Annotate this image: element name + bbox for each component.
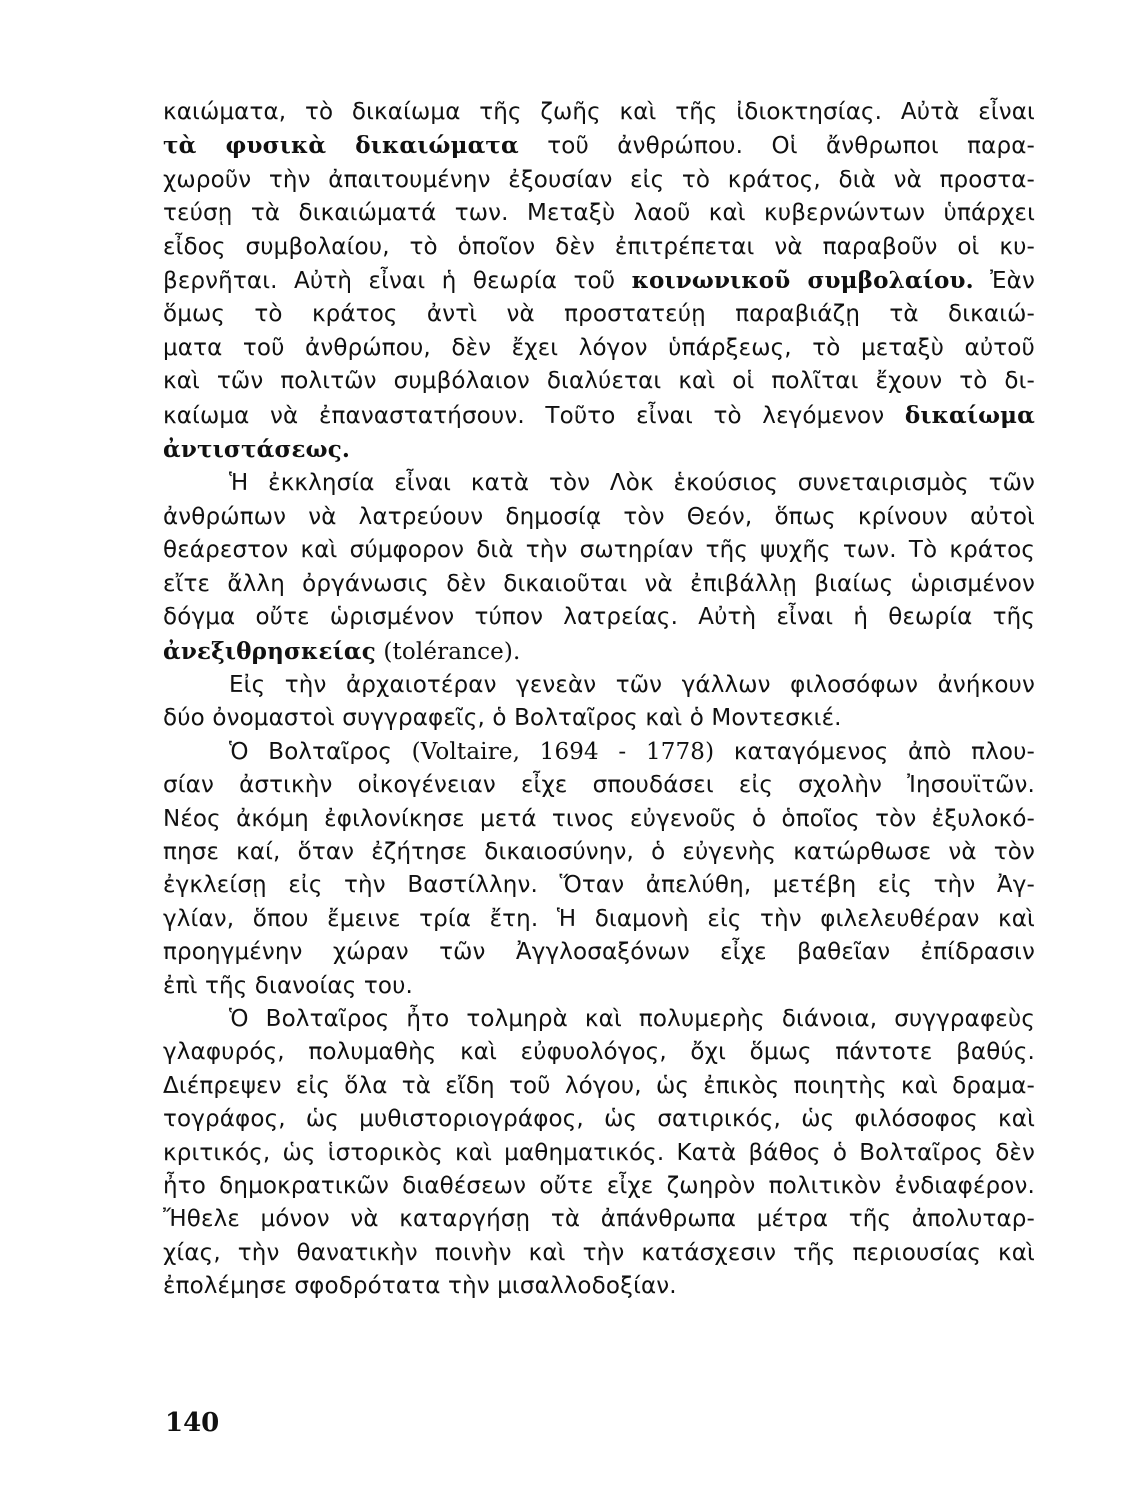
text-run: ματα τοῦ ἀνθρώπου, δὲν ἔχει λόγον ὑπάρξεως, τὸ μεταξὺ αὐτοῦ <box>163 334 1035 361</box>
text-run: θεάρεστον καὶ σύμφορον διὰ τὴν σωτηρίαν τῆς ψυχῆς των. Τὸ κράτος <box>163 537 1035 564</box>
text-line <box>163 1103 1035 1136</box>
text-run: χίας, τὴν θανατικὴν ποινὴν καὶ τὴν κατάσχεσιν τῆς περιουσίας καὶ <box>163 1239 1035 1266</box>
text-line <box>163 736 1035 769</box>
text-line <box>163 96 1035 129</box>
text-line <box>163 869 1035 902</box>
text-line <box>163 702 1035 735</box>
text-run: καταγόμενος ἀπὸ πλου- <box>714 738 1035 765</box>
text-run: πησε καί, ὅταν ἐζήτησε δικαιοσύνην, ὁ εὐγενὴς κατώρθωσε νὰ τὸν <box>163 838 1035 865</box>
text-line <box>163 129 1035 163</box>
text-line <box>163 534 1035 567</box>
text-run: προηγμένην χώραν τῶν Ἀγγλοσαξόνων εἶχε βαθεῖαν ἐπίδρασιν <box>163 939 1035 966</box>
text-line <box>163 164 1035 197</box>
text-run: Νέος ἀκόμη ἐφιλονίκησε μετά τινος εὐγενοῦς ὁ ὁποῖος τὸν ἐξυλοκό- <box>163 805 1035 832</box>
bold-term: ἀντιστάσεως. <box>163 436 351 464</box>
text-line <box>163 298 1035 331</box>
bold-term: κοινωνικοῦ συμβολαίου. <box>631 267 974 295</box>
bold-term: δικαίωμα <box>904 401 1035 429</box>
text-line <box>163 970 1035 1003</box>
text-run: ἐπολέμησε σφοδρότατα τὴν μισαλλοδοξίαν. <box>163 1273 677 1300</box>
text-line <box>163 903 1035 936</box>
text-line <box>163 332 1035 365</box>
text-run: δύο ὀνομαστοὶ συγγραφεῖς, ὁ Βολταῖρος καὶ ὁ Μοντεσκιέ. <box>163 705 842 732</box>
text-line <box>163 197 1035 230</box>
text-run: τοῦ ἀνθρώπου. Οἱ ἄνθρωποι παρα- <box>518 133 1035 160</box>
text-run: τογράφος, ὡς μυθιστοριογράφος, ὡς σατιρικός, ὡς φιλόσοφος καὶ <box>163 1106 1035 1133</box>
text-run: βερνῆται. Αὐτὴ εἶναι ἡ θεωρία τοῦ <box>163 268 632 295</box>
text-line <box>163 568 1035 601</box>
text-run: ἦτο δημοκρατικῶν διαθέσεων οὔτε εἶχε ζωηρὸν πολιτικὸν ἐνδιαφέρον. <box>163 1173 1035 1199</box>
text-run: Ὁ Βολταῖρος <box>229 738 412 765</box>
text-line <box>163 399 1035 433</box>
text-run: καιώματα, τὸ δικαίωμα τῆς ζωῆς καὶ τῆς ἰδιοκτησίας. Αὐτὰ εἶναι <box>163 99 1035 125</box>
text-run: γλαφυρός, πολυμαθὴς καὶ εὐφυολόγος, ὄχι ὅμως πάντοτε βαθύς. <box>163 1039 1035 1066</box>
text-run: εἶδος συμβολαίου, τὸ ὁποῖον δὲν ἐπιτρέπεται νὰ παραβοῦν οἱ κυ- <box>163 233 1035 260</box>
text-line <box>163 467 1035 500</box>
text-line <box>163 264 1035 298</box>
text-line <box>163 836 1035 869</box>
text-run: χωροῦν τὴν ἀπαιτουμένην ἐξουσίαν εἰς τὸ κράτος, διὰ νὰ προστα- <box>163 166 1035 193</box>
text-run: (Voltaire, 1694 - 1778) <box>411 738 715 765</box>
text-line <box>163 1137 1035 1170</box>
text-line <box>163 501 1035 534</box>
text-line <box>163 1170 1035 1203</box>
bold-term: τὰ φυσικὰ δικαιώματα <box>163 132 519 160</box>
text-run: καὶ τῶν πολιτῶν συμβόλαιον διαλύεται καὶ οἱ πολῖται ἔχουν τὸ δι- <box>163 368 1035 395</box>
text-run: δόγμα οὔτε ὡρισμένον τύπον λατρείας. Αὐτὴ εἶναι ἡ θεωρία τῆς <box>163 604 1035 631</box>
text-line <box>163 1070 1035 1103</box>
text-line <box>163 803 1035 836</box>
text-run: Ἡ ἐκκλησία εἶναι κατὰ τὸν Λὸκ ἑκούσιος συνεταιρισμὸς τῶν <box>229 470 1035 497</box>
text-line <box>163 1003 1035 1036</box>
text-run: (tolérance). <box>375 638 521 665</box>
text-line <box>163 635 1035 669</box>
text-run: καίωμα νὰ ἐπαναστατήσουν. Τοῦτο εἶναι τὸ λεγόμενον <box>163 402 905 429</box>
page-number: 140 <box>165 1408 220 1438</box>
text-run: τεύσῃ τὰ δικαιώματά των. Μεταξὺ λαοῦ καὶ κυβερνώντων ὑπάρχει <box>163 200 1035 227</box>
text-run: ὅμως τὸ κράτος ἀντὶ νὰ προστατεύῃ παραβιάζῃ τὰ δικαιώ- <box>163 301 1035 328</box>
text-line <box>163 365 1035 398</box>
text-run: γλίαν, ὅπου ἔμεινε τρία ἔτη. Ἡ διαμονὴ εἰς τὴν φιλελευθέραν καὶ <box>163 905 1035 932</box>
text-line <box>163 601 1035 634</box>
text-line <box>163 1036 1035 1069</box>
text-run: Εἰς τὴν ἀρχαιοτέραν γενεὰν τῶν γάλλων φιλοσόφων ἀνήκουν <box>229 671 1035 698</box>
text-line <box>163 669 1035 702</box>
text-line <box>163 1203 1035 1236</box>
text-run: Ὁ Βολταῖρος ἦτο τολμηρὰ καὶ πολυμερὴς διάνοια, συγγραφεὺς <box>229 1005 1035 1032</box>
text-run: ἐπὶ τῆς διανοίας του. <box>163 972 413 999</box>
text-run: εἴτε ἄλλη ὀργάνωσις δὲν δικαιοῦται νὰ ἐπιβάλλῃ βιαίως ὡρισμένον <box>163 570 1035 597</box>
body-text <box>163 96 1035 1304</box>
text-line <box>163 1237 1035 1270</box>
text-line <box>163 936 1035 969</box>
text-run: Διέπρεψεν εἰς ὅλα τὰ εἴδη τοῦ λόγου, ὡς ἐπικὸς ποιητὴς καὶ δραμα- <box>163 1072 1035 1099</box>
text-line <box>163 231 1035 264</box>
text-run: ἐγκλείσῃ εἰς τὴν Βαστίλλην. Ὅταν ἀπελύθη, μετέβη εἰς τὴν Ἀγ- <box>163 872 1035 899</box>
text-run: σίαν ἀστικὴν οἰκογένειαν εἶχε σπουδάσει εἰς σχολὴν Ἰησουϊτῶν. <box>163 772 1035 799</box>
text-run: Ἤθελε μόνον νὰ καταργήσῃ τὰ ἀπάνθρωπα μέτρα τῆς ἀπολυταρ- <box>163 1206 1035 1233</box>
text-run: κριτικός, ὡς ἱστορικὸς καὶ μαθηματικός. Κατὰ βάθος ὁ Βολταῖρος δὲν <box>163 1139 1035 1166</box>
bold-term: ἀνεξιθρησκείας <box>163 637 376 665</box>
text-line <box>163 769 1035 802</box>
text-line <box>163 433 1035 467</box>
text-run: ἀνθρώπων νὰ λατρεύουν δημοσίᾳ τὸν Θεόν, ὅπως κρίνουν αὐτοὶ <box>163 503 1035 530</box>
text-run: Ἐὰν <box>973 268 1035 295</box>
text-line <box>163 1270 1035 1303</box>
